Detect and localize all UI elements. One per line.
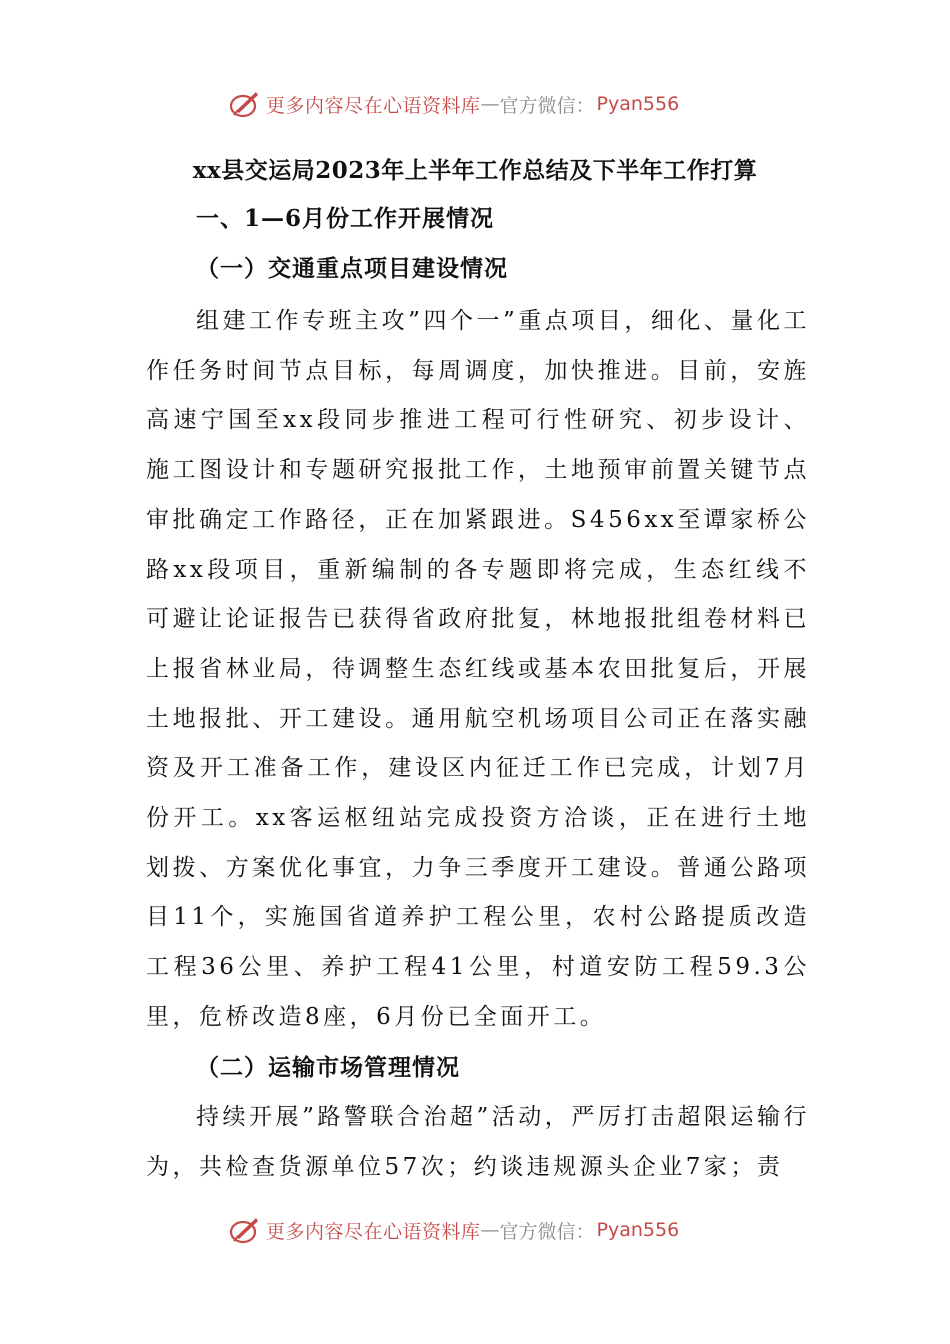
- quill-logo-icon: [228, 87, 262, 121]
- banner-separator: —: [480, 93, 500, 115]
- banner-separator: —: [480, 1219, 500, 1241]
- banner-wechat-label: 官方微信：: [499, 94, 595, 117]
- section-heading-1: 一、1—6月份工作开展情况: [196, 205, 495, 232]
- footer-watermark-banner: [228, 1212, 748, 1248]
- banner-wechat-account: Pyan556: [596, 1219, 680, 1241]
- paragraph-transport-market: 持续开展”路警联合治超”活动，严厉打击超限运输行为，共检查货源单位57次；约谈违规源头企业7家；责: [146, 1104, 810, 1180]
- header-watermark-banner: [228, 86, 748, 122]
- subsection-heading-1: （一）交通重点项目建设情况: [196, 255, 508, 282]
- banner-wechat-account: Pyan556: [596, 93, 680, 115]
- banner-brand-text: 更多内容尽在心语资料库: [266, 1220, 481, 1243]
- quill-logo-icon: [228, 1213, 262, 1247]
- banner-brand-text: 更多内容尽在心语资料库: [266, 94, 481, 117]
- subsection-heading-2: （二）运输市场管理情况: [196, 1054, 460, 1081]
- banner-wechat-label: 官方微信：: [499, 1220, 595, 1243]
- document-title: xx县交运局2023年上半年工作总结及下半年工作打算: [192, 157, 758, 184]
- paragraph-key-projects: 组建工作专班主攻”四个一”重点项目，细化、量化工作任务时间节点目标，每周调度，加快推进。目前，安旌高速宁国至xx段同步推进工程可行性研究、初步设计、施工图设计和专题研究报批工作，土地预审前置关键节点审批确定工作路径，正在加紧跟进。S456xx至谭家桥公路xx段项目，重新编制的各专题即将完成，生态红线不可避让论证报告已获得省政府批复，林地报批组卷材料已上报省林业局，待调整生态红线或基本农田批复后，开展土地报批、开工建设。通用航空机场项目公司正在落实融资及开工准备工作，建设区内征迁工作已完成，计划7月份开工。xx客运枢纽站完成投资方洽谈，正在进行土地划拨、方案优化事宜，力争三季度开工建设。普通公路项目11个，实施国省道养护工程公里，农村公路提质改造工程36公里、养护工程41公里，村道安防工程59.3公里，危桥改造8座，6月份已全面开工。: [146, 308, 810, 1030]
